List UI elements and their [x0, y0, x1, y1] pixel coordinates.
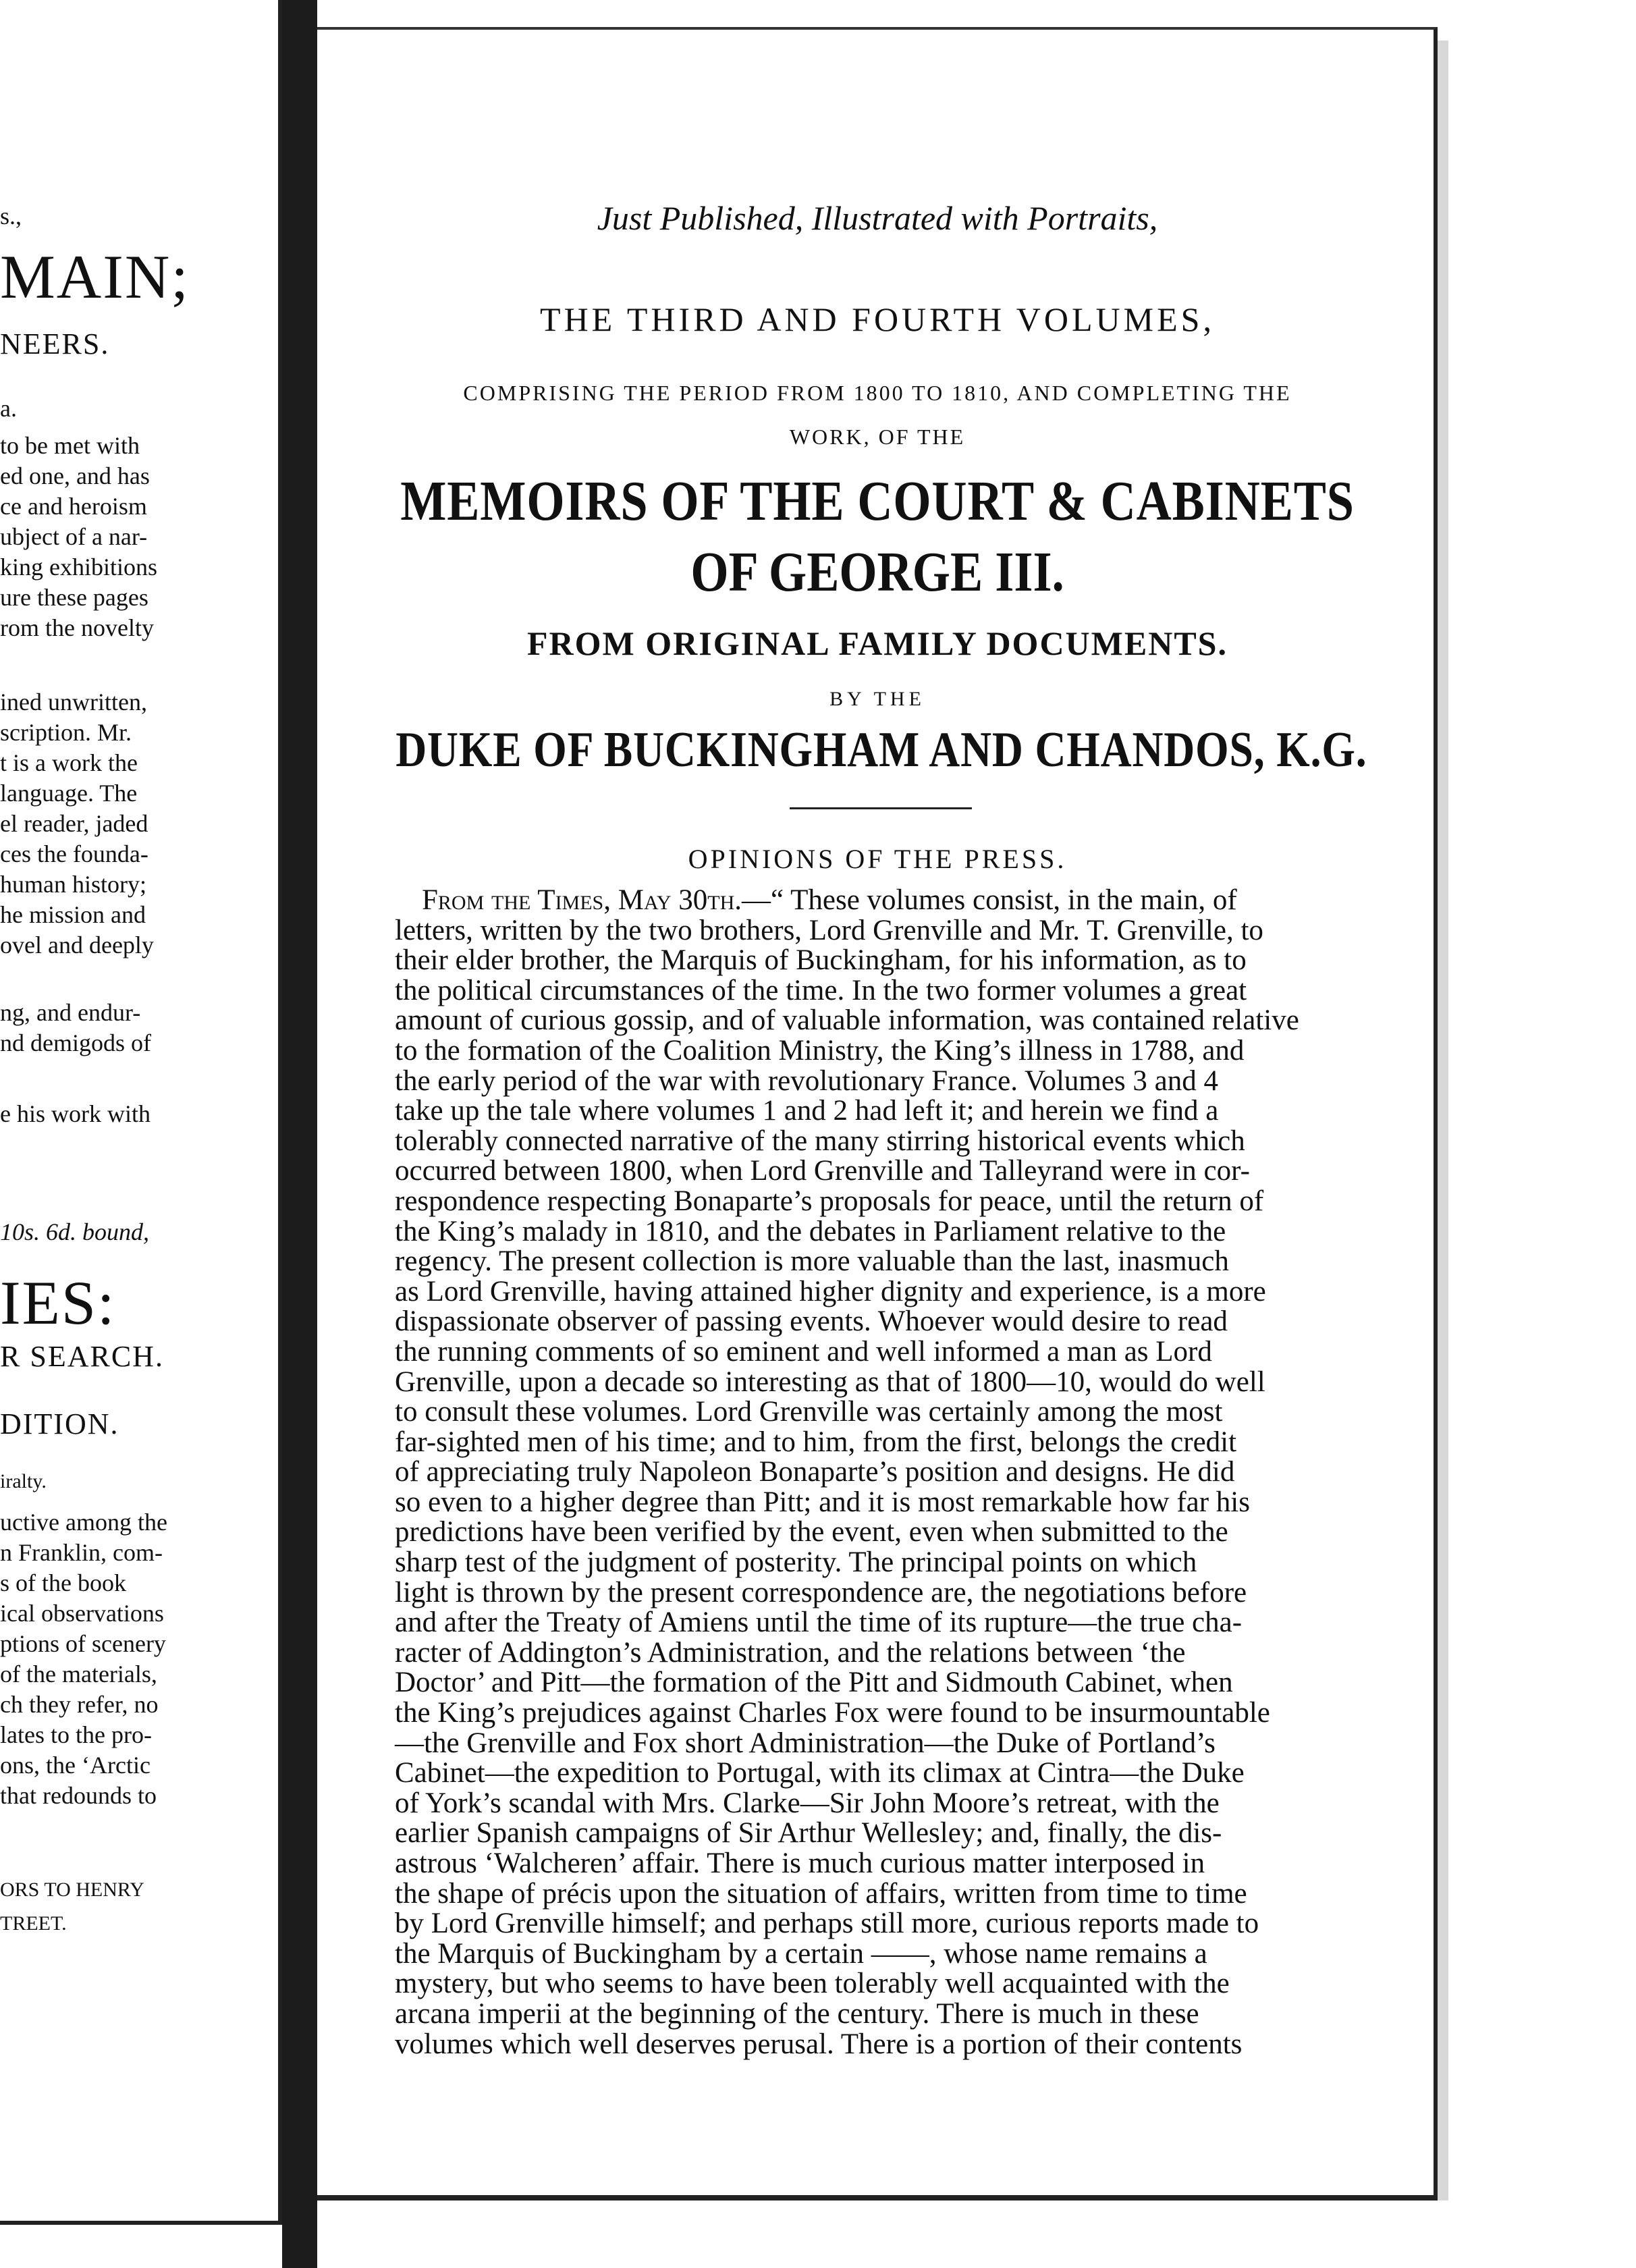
left-page-line: ptions of scenery	[0, 1630, 166, 1657]
book-title-line-1: MEMOIRS OF THE COURT & CABINETS	[400, 470, 1355, 533]
advertisement-page	[317, 27, 1438, 2200]
review-line: mystery, but who seems to have been tolerably well acquainted with the	[395, 1968, 1230, 2000]
review-line: the political circumstances of the time. In the two former volumes a great	[395, 974, 1247, 1006]
left-page-line: to be met with	[0, 432, 140, 459]
source-line: FROM ORIGINAL FAMILY DOCUMENTS.	[527, 624, 1228, 662]
left-page-line: 10s. 6d. bound,	[0, 1218, 150, 1245]
facing-page-left	[0, 0, 282, 2225]
review-line: amount of curious gossip, and of valuable information, was contained relative	[395, 1004, 1299, 1037]
left-page-line: ces the founda-	[0, 840, 148, 867]
review-line: dispassionate observer of passing events. Whoever would desire to read	[395, 1305, 1228, 1338]
review-line	[395, 886, 1367, 916]
left-page-line: TREET.	[0, 1912, 67, 1935]
review-line: their elder brother, the Marquis of Buckingham, for his information, as to	[395, 944, 1247, 977]
review-line: the King’s malady in 1810, and the debates in Parliament relative to the	[395, 1215, 1226, 1247]
review-line: volumes which well deserves perusal. There is a portion of their contents	[395, 2028, 1243, 2060]
left-page-line: he mission and	[0, 901, 146, 928]
left-page-line: ng, and endur-	[0, 999, 141, 1026]
review-line: take up the tale where volumes 1 and 2 had left it; and herein we find a	[395, 1095, 1219, 1127]
review-line: sharp test of the judgment of posterity. The principal points on which	[395, 1546, 1197, 1579]
review-line: occurred between 1800, when Lord Grenville and Talleyrand were in cor-	[395, 1155, 1250, 1187]
review-line: letters, written by the two brothers, Lord Grenville and Mr. T. Grenville, to	[395, 914, 1263, 946]
left-page-line: NEERS.	[0, 327, 110, 360]
review-line: astrous ‘Walcheren’ affair. There is much curious matter interposed in	[395, 1847, 1205, 1879]
left-page-line: t is a work the	[0, 749, 138, 776]
publication-notice: Just Published, Illustrated with Portraits,	[597, 199, 1158, 237]
review-line: the Marquis of Buckingham by a certain ——, whose name remains a	[395, 1937, 1207, 1970]
left-page-line: IES:	[0, 1268, 116, 1337]
review-line: arcana imperii at the beginning of the century. There is much in these	[395, 1997, 1199, 2030]
left-page-line: MAIN;	[0, 242, 190, 311]
left-page-line: nd demigods of	[0, 1029, 151, 1056]
left-page-line: language. The	[0, 780, 138, 807]
review-line: to consult these volumes. Lord Grenville was certainly among the most	[395, 1396, 1223, 1428]
left-page-line: rom the novelty	[0, 614, 154, 641]
section-divider	[790, 807, 972, 809]
left-page-line: s.,	[0, 202, 22, 230]
review-line: tolerably connected narrative of the many stirring historical events which	[395, 1125, 1245, 1157]
review-line: of York’s scandal with Mrs. Clarke—Sir John Moore’s retreat, with the	[395, 1787, 1220, 1819]
left-page-line: that redounds to	[0, 1782, 157, 1809]
left-page-line: iralty.	[0, 1470, 47, 1492]
review-line: the running comments of so eminent and well informed a man as Lord	[395, 1335, 1212, 1368]
left-page-line: n Franklin, com-	[0, 1539, 163, 1566]
left-page-line: of the materials,	[0, 1660, 157, 1688]
review-line: Grenville, upon a decade so interesting as that of 1800—10, would do well	[395, 1366, 1265, 1398]
work-of-the-line: WORK, OF THE	[789, 425, 966, 449]
left-page-line: scription. Mr.	[0, 719, 132, 746]
left-page-line: human history;	[0, 871, 146, 898]
review-line: earlier Spanish campaigns of Sir Arthur Wellesley; and, finally, the dis-	[395, 1817, 1222, 1850]
review-line: the King’s prejudices against Charles Fox were found to be insurmountable	[395, 1697, 1270, 1729]
review-source: From the Times, May 30th.	[422, 884, 742, 916]
review-line: far-sighted men of his time; and to him, from the first, belongs the credit	[395, 1426, 1237, 1458]
left-page-line: lates to the pro-	[0, 1721, 152, 1748]
review-line: Doctor’ and Pitt—the formation of the Pitt and Sidmouth Cabinet, when	[395, 1667, 1233, 1699]
period-line: COMPRISING THE PERIOD FROM 1800 TO 1810, AND COMPLETING THE	[463, 381, 1292, 405]
left-page-line: king exhibitions	[0, 554, 157, 580]
left-page-line: DITION.	[0, 1407, 119, 1440]
left-page-line: el reader, jaded	[0, 810, 148, 837]
left-page-line: ORS TO HENRY	[0, 1879, 144, 1901]
review-line: as Lord Grenville, having attained higher dignity and experience, is a more	[395, 1275, 1266, 1307]
left-page-line: ch they refer, no	[0, 1691, 159, 1718]
left-page-line: ed one, and has	[0, 462, 150, 489]
review-line: racter of Addington’s Administration, and the relations between ‘the	[395, 1636, 1186, 1669]
left-page-line: s of the book	[0, 1569, 126, 1596]
review-line: respondence respecting Bonaparte’s proposals for peace, until the return of	[395, 1185, 1264, 1217]
left-page-line: a.	[0, 395, 17, 422]
review-line: —the Grenville and Fox short Administration—the Duke of Portland’s	[395, 1727, 1216, 1759]
press-review	[395, 886, 1367, 2059]
review-text: —“ These volumes consist, in the main, of	[742, 884, 1237, 916]
left-page-line: ical observations	[0, 1600, 164, 1627]
review-line: of appreciating truly Napoleon Bonaparte’s position and designs. He did	[395, 1456, 1235, 1488]
left-page-line: ce and heroism	[0, 493, 147, 520]
left-page-line: uctive among the	[0, 1509, 167, 1536]
review-line: the early period of the war with revolutionary France. Volumes 3 and 4	[395, 1064, 1218, 1097]
volumes-title: THE THIRD AND FOURTH VOLUMES,	[540, 300, 1215, 338]
left-page-line: ovel and deeply	[0, 932, 154, 959]
review-line: the shape of précis upon the situation of affairs, written from time to time	[395, 1877, 1247, 1910]
left-page-line: R SEARCH.	[0, 1340, 164, 1373]
book-title-line-2: OF GEORGE III.	[690, 541, 1064, 603]
review-line: light is thrown by the present correspondence are, the negotiations before	[395, 1576, 1247, 1609]
book-gutter	[282, 0, 317, 2268]
opinions-heading: OPINIONS OF THE PRESS.	[688, 844, 1067, 874]
review-line: to the formation of the Coalition Ministry, the King’s illness in 1788, and	[395, 1034, 1245, 1066]
left-page-line: ined unwritten,	[0, 688, 147, 716]
left-page-line: e his work with	[0, 1100, 151, 1127]
review-line: so even to a higher degree than Pitt; and it is most remarkable how far his	[395, 1486, 1250, 1518]
left-page-line: ons, the ‘Arctic	[0, 1752, 151, 1779]
author-name: DUKE OF BUCKINGHAM AND CHANDOS, K.G.	[396, 722, 1367, 778]
review-line: and after the Treaty of Amiens until the time of its rupture—the true cha-	[395, 1606, 1243, 1639]
review-line: Cabinet—the expedition to Portugal, with its climax at Cintra—the Duke	[395, 1757, 1245, 1789]
page-edge-shadow	[1436, 40, 1448, 2200]
review-line: regency. The present collection is more valuable than the last, inasmuch	[395, 1245, 1229, 1278]
left-page-line: ubject of a nar-	[0, 523, 148, 550]
review-line: by Lord Grenville himself; and perhaps still more, curious reports made to	[395, 1908, 1259, 1940]
review-line: predictions have been verified by the event, even when submitted to the	[395, 1516, 1228, 1548]
left-page-line: ure these pages	[0, 584, 148, 611]
by-line: BY THE	[829, 688, 925, 710]
